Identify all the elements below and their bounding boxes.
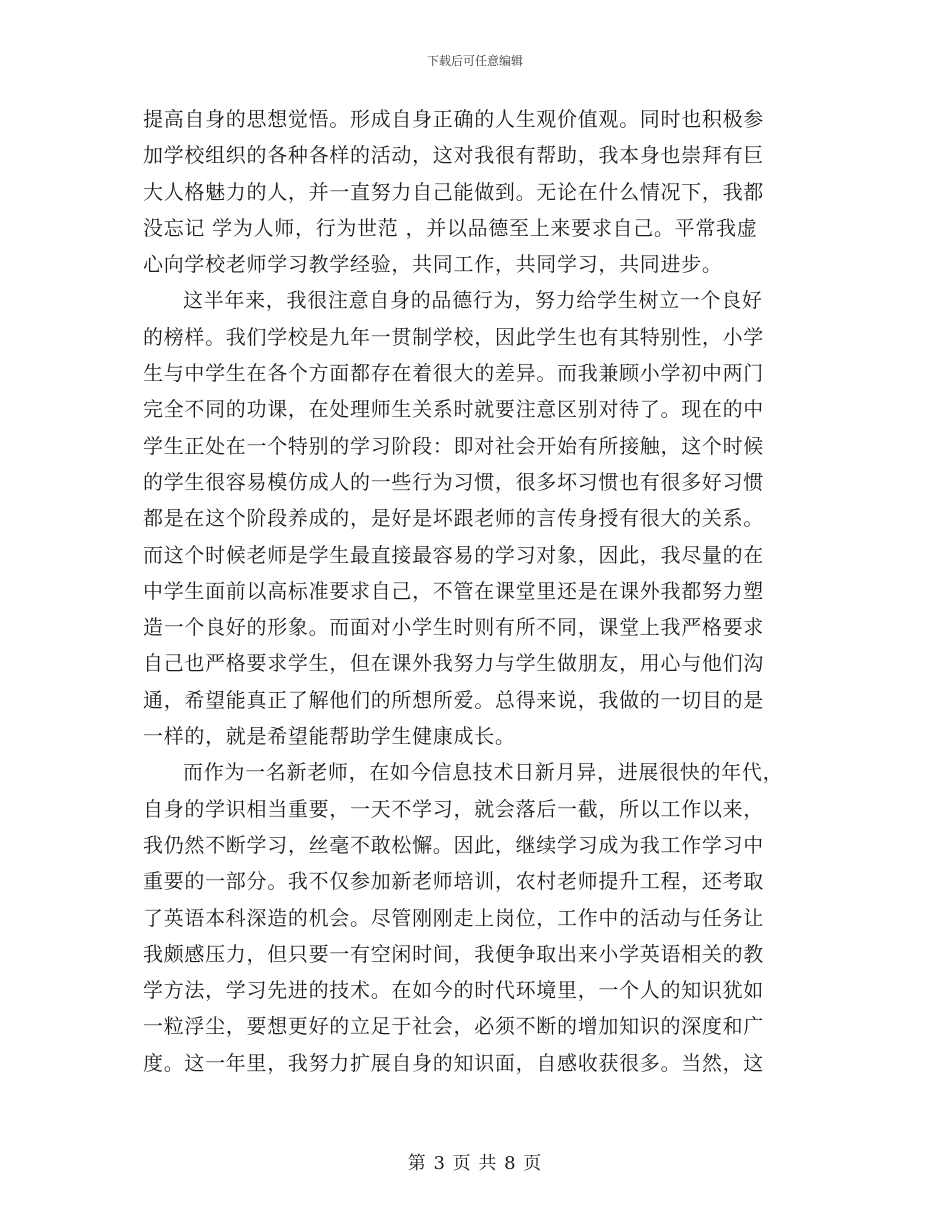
text-line: 这半年来，我很注意自身的品德行为，努力给学生树立一个良好 xyxy=(183,288,763,313)
text-line: 而这个时候老师是学生最直接最容易的学习对象，因此，我尽量的在 xyxy=(143,542,764,567)
text-line: 自身的学识相当重要，一天不学习，就会落后一截，所以工作以来， xyxy=(143,796,764,821)
text-line: 提高自身的思想觉悟。形成自身正确的人生观价值观。同时也积极参 xyxy=(143,107,764,131)
text-line: 一样的，就是希望能帮助学生健康成长。 xyxy=(143,724,516,749)
text-line: 生与中学生在各个方面都存在着很大的差异。而我兼顾小学初中两门 xyxy=(143,361,764,386)
text-line: 大人格魅力的人，并一直努力自己能做到。无论在什么情况下，我都 xyxy=(143,179,764,204)
text-line: 完全不同的功课，在处理师生关系时就要注意区别对待了。现在的中 xyxy=(143,397,764,422)
text-line: 学方法，学习先进的技术。在如今的时代环境里，一个人的知识犹如 xyxy=(143,978,764,1003)
text-line: 学生正处在一个特别的学习阶段：即对社会开始有所接触，这个时候 xyxy=(143,433,764,458)
text-line: 自己也严格要求学生，但在课外我努力与学生做朋友，用心与他们沟 xyxy=(143,651,764,676)
text-line: 通，希望能真正了解他们的所想所爱。总得来说，我做的一切目的是 xyxy=(143,687,764,712)
text-line: 中学生面前以高标准要求自己，不管在课堂里还是在课外我都努力塑 xyxy=(143,578,764,603)
text-line: 加学校组织的各种各样的活动，这对我很有帮助，我本身也崇拜有巨 xyxy=(143,143,764,168)
text-line: 而作为一名新老师，在如今信息技术日新月异，进展很快的年代， xyxy=(183,760,784,785)
text-line: 都是在这个阶段养成的，是好是坏跟老师的言传身授有很大的关系。 xyxy=(143,506,764,531)
page-number: 第 3 页 共 8 页 xyxy=(407,1153,543,1174)
text-line: 重要的一部分。我不仅参加新老师培训，农村老师提升工程，还考取 xyxy=(143,869,764,894)
text-line: 造一个良好的形象。而面对小学生时则有所不同，课堂上我严格要求 xyxy=(143,615,764,640)
text-line: 我颇感压力，但只要一有空闲时间，我便争取出来小学英语相关的教 xyxy=(143,941,764,966)
text-line: 的学生很容易模仿成人的一些行为习惯，很多坏习惯也有很多好习惯 xyxy=(143,469,764,494)
text-line: 了英语本科深造的机会。尽管刚刚走上岗位，工作中的活动与任务让 xyxy=(143,905,764,930)
text-line: 的榜样。我们学校是九年一贯制学校，因此学生也有其特别性，小学 xyxy=(143,324,764,349)
document-body xyxy=(143,101,805,1081)
text-line: 一粒浮尘，要想更好的立足于社会，必须不断的增加知识的深度和广 xyxy=(143,1014,764,1039)
text-line: 心向学校老师学习教学经验，共同工作，共同学习，共同进步。 xyxy=(143,252,723,277)
text-line: 度。这一年里，我努力扩展自身的知识面，自感收获很多。当然，这 xyxy=(143,1050,764,1075)
text-line: 没忘记 学为人师，行为世范 ，并以品德至上来要求自己。平常我虚 xyxy=(143,215,758,240)
text-line: 我仍然不断学习，丝毫不敢松懈。因此，继续学习成为我工作学习中 xyxy=(143,832,764,857)
header-note: 下载后可任意编辑 xyxy=(426,54,523,68)
